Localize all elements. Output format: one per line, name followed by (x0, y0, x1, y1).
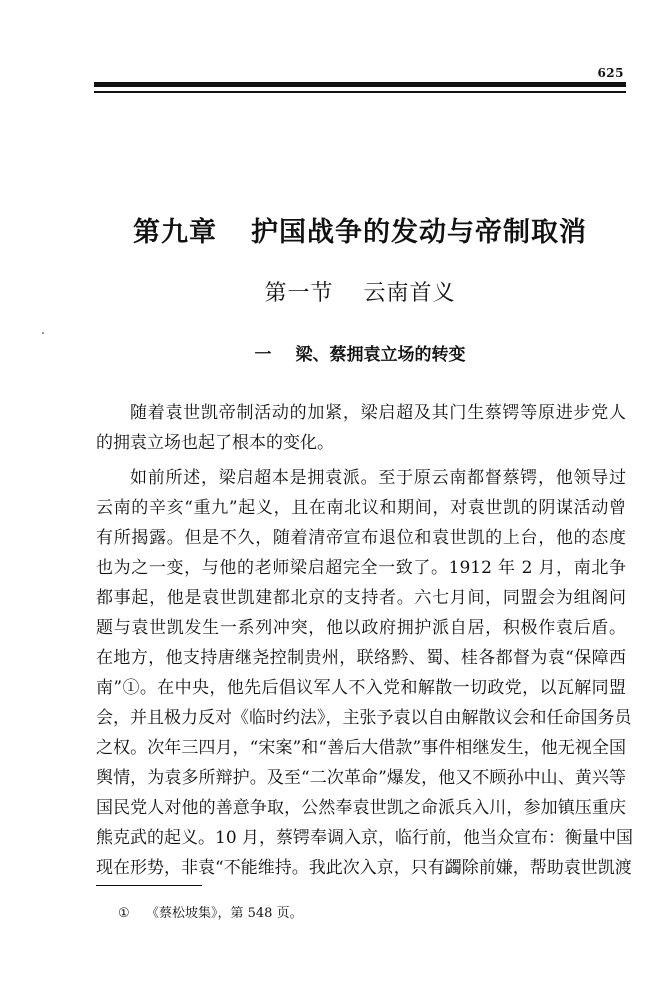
body-line: 也为之一变，与他的老师梁启超完全一致了。1912 年 2 月，南北争 (96, 558, 626, 578)
body-line: 之权。次年三四月，“宋案”和“善后大借款”事件相继发生，他无视全国 (96, 738, 626, 758)
subsection-title (60, 340, 652, 365)
header-rule-thin (94, 91, 626, 93)
body-line: 南”①。在中央，他先后倡议军人不入党和解散一切政党，以瓦解同盟 (96, 678, 626, 698)
body-line: 如前所述，梁启超本是拥袁派。至于原云南都督蔡锷，他领导过 (130, 468, 626, 488)
footnote-marker: ① (118, 906, 130, 921)
subsection-number: 一 (254, 345, 272, 365)
body-line: 现在形势，非袁“不能维持。我此次入京，只有蠲除前嫌，帮助袁世凯渡 (96, 858, 632, 878)
footnote (118, 902, 303, 921)
body-line: 熊克武的起义。10 月，蔡锷奉调入京，临行前，他当众宣布：衡量中国 (96, 828, 634, 848)
header-rule-thick (94, 82, 626, 87)
body-line: 都事起，他是袁世凯建都北京的支持者。六七月间，同盟会为组阁问 (96, 588, 626, 608)
body-line: 有所揭露。但是不久，随着清帝宣布退位和袁世凯的上台，他的态度 (96, 528, 626, 548)
scan-speck (42, 332, 44, 334)
chapter-number: 第九章 (133, 217, 217, 248)
body-line: 在地方，他支持唐继尧控制贵州，联络黔、蜀、桂各都督为袁“保障西 (96, 648, 626, 668)
body-line: 会，并且极力反对《临时约法》，主张予袁以自由解散议会和任命国务员 (96, 708, 632, 728)
footnote-text: 《蔡松坡集》，第 548 页。 (146, 906, 303, 921)
chapter-title-text: 护国战争的发动与帝制取消 (251, 217, 587, 248)
footnote-rule (96, 885, 202, 886)
section-title (60, 276, 652, 307)
body-line: 国民党人对他的善意争取，公然奉袁世凯之命派兵入川，参加镇压重庆 (96, 798, 626, 818)
body-line: 的拥袁立场也起了根本的变化。 (96, 433, 334, 453)
body-line: 舆情，为袁多所辩护。及至“二次革命”爆发，他又不顾孙中山、黄兴等 (96, 768, 626, 788)
body-line: 题与袁世凯发生一系列冲突，他以政府拥护派自居，积极作袁后盾。 (96, 618, 626, 638)
section-number: 第一节 (264, 281, 334, 306)
section-title-text: 云南首义 (363, 281, 456, 306)
subsection-title-text: 梁、蔡拥袁立场的转变 (295, 345, 466, 365)
chapter-title (60, 210, 652, 249)
page-number: 625 (597, 66, 624, 80)
body-line: 云南的辛亥“重九”起义，且在南北议和期间，对袁世凯的阴谋活动曾 (96, 498, 626, 518)
body-line: 随着袁世凯帝制活动的加紧，梁启超及其门生蔡锷等原进步党人 (130, 403, 626, 423)
